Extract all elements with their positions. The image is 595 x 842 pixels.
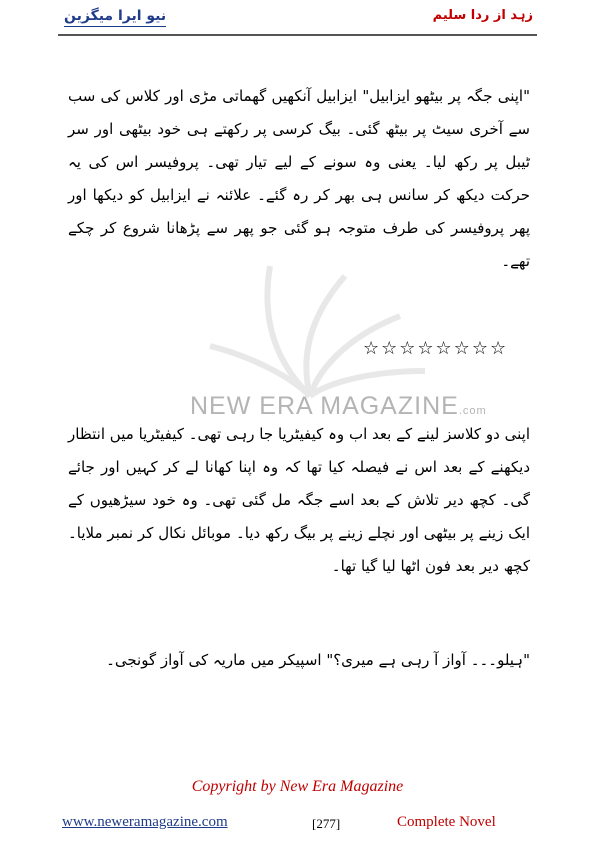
paragraph-2: اپنی دو کلاسز لینے کے بعد اب وہ کیفیٹریا جا رہی تھی۔ کیفیٹریا میں انتظار دیکھنے کے بعد اس نے فیصلہ کیا تھا کہ وہ اپنا کھانا لے کر کہیں اور جائے گی۔ کچھ دیر تلاش کے بعد اسے جگہ مل گئی تھی۔ وہ خود سیڑھیوں کے ایک زینے پر بیٹھی اور نچلے زینے پر بیگ رکھ دیا۔ موبائل نکال کر نمبر ملایا۔ کچھ دیر بعد فون اٹھا لیا گیا تھا۔ [68,425,530,575]
page-number: [277] [312,816,341,831]
paragraph-1: "اپنی جگہ پر بیٹھو ایزابیل" ایزابیل آنکھیں گھماتی مڑی اور کلاس کی سب سے آخری سیٹ پر بیٹھ گئی۔ بیگ کرسی پر رکھتے ہی خود بیٹھی اور سر ٹیبل پر رکھ لیا۔ یعنی وہ سونے کے لیے تیار تھی۔ پروفیسر اس کی یہ حرکت دیکھ کر سانس ہی بھر کر رہ گئے۔ علائنہ نے ایزابیل کو دیکھا اور پھر پروفیسر کی طرف متوجہ ہو گئی جو پھر سے پڑھانا شروع کر چکے تھے۔ [68,87,530,270]
copyright-line: Copyright by New Era Magazine [191,778,404,795]
section-separator: ☆☆☆☆☆☆☆☆ [363,338,509,359]
paragraph-3: "ہیلو۔۔۔ آواز آ رہی ہے میری؟" اسپیکر میں ماریہ کی آواز گونجی۔ [106,651,530,669]
watermark-text: NEW ERA MAGAZINE.com [190,392,487,420]
magazine-name: نیو ایرا میگزین [64,8,166,27]
header-divider [58,34,537,36]
author-line: زہد از ردا سلیم [432,8,533,23]
footer-label: Complete Novel [397,814,496,830]
footer-url-link[interactable]: www.neweramagazine.com [62,814,228,830]
